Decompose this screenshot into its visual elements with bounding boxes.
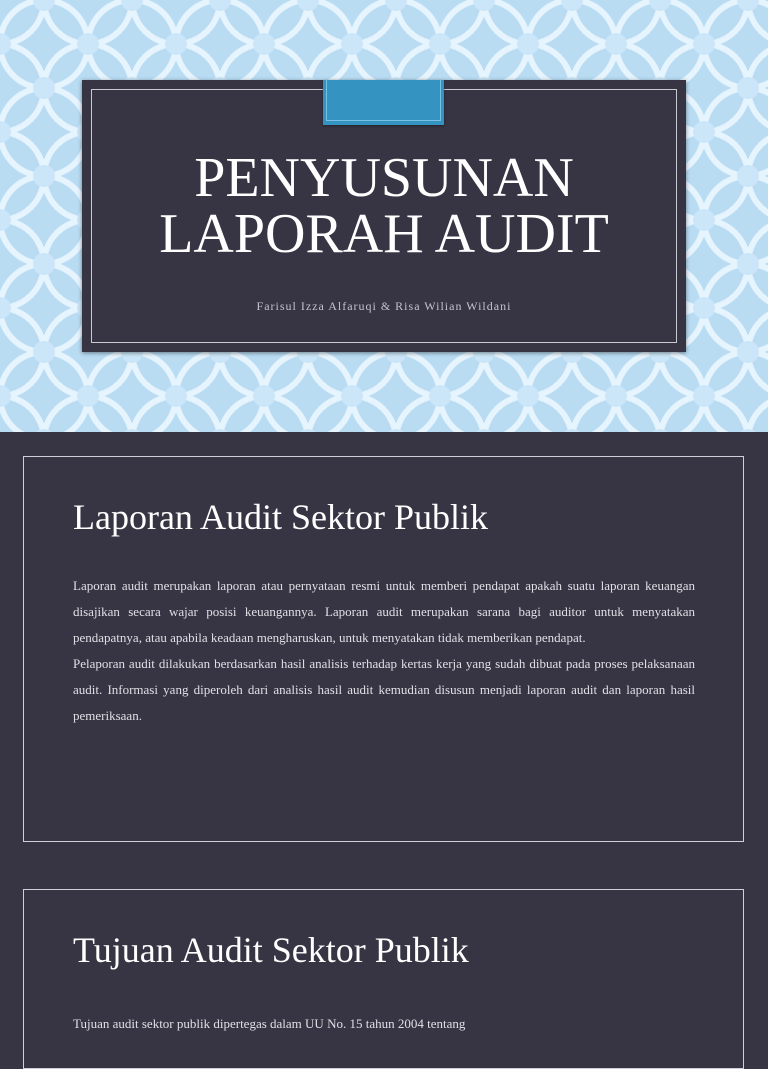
slide-laporan-audit: [23, 456, 744, 842]
presentation-title: [82, 147, 686, 265]
section-heading: Laporan Audit Sektor Publik: [73, 497, 488, 537]
authors-subtitle: Farisul Izza Alfaruqi & Risa Wilian Wildani: [256, 299, 512, 313]
section-heading: Tujuan Audit Sektor Publik: [73, 930, 469, 970]
section-body: [73, 573, 695, 729]
title-slide: [0, 0, 768, 432]
title-card: [82, 80, 686, 352]
accent-tab: [323, 80, 444, 125]
paragraph: Laporan audit merupakan laporan atau pernyataan resmi untuk memberi pendapat apakah suatu laporan keuangan disajikan secara wajar posisi keuangannya. Laporan audit merupakan sarana bagi auditor untuk menyatakan pendapatnya, atau apabila keadaan mengharuskan, untuk menyatakan tidak memberikan pendapat.: [73, 578, 695, 645]
title-line-2: LAPORAH AUDIT: [159, 203, 609, 265]
paragraph: Tujuan audit sektor publik dipertegas dalam UU No. 15 tahun 2004 tentang: [73, 1016, 466, 1031]
accent-tab-border: [326, 80, 441, 121]
section-body: [73, 1011, 695, 1037]
title-line-1: PENYUSUNAN: [194, 147, 574, 209]
slide-tujuan-audit: [23, 889, 744, 1069]
paragraph: Pelaporan audit dilakukan berdasarkan hasil analisis terhadap kertas kerja yang sudah dibuat pada proses pelaksanaan audit. Informasi yang diperoleh dari analisis hasil audit kemudian disusun menjadi laporan audit dan laporan hasil pemeriksaan.: [73, 656, 695, 723]
